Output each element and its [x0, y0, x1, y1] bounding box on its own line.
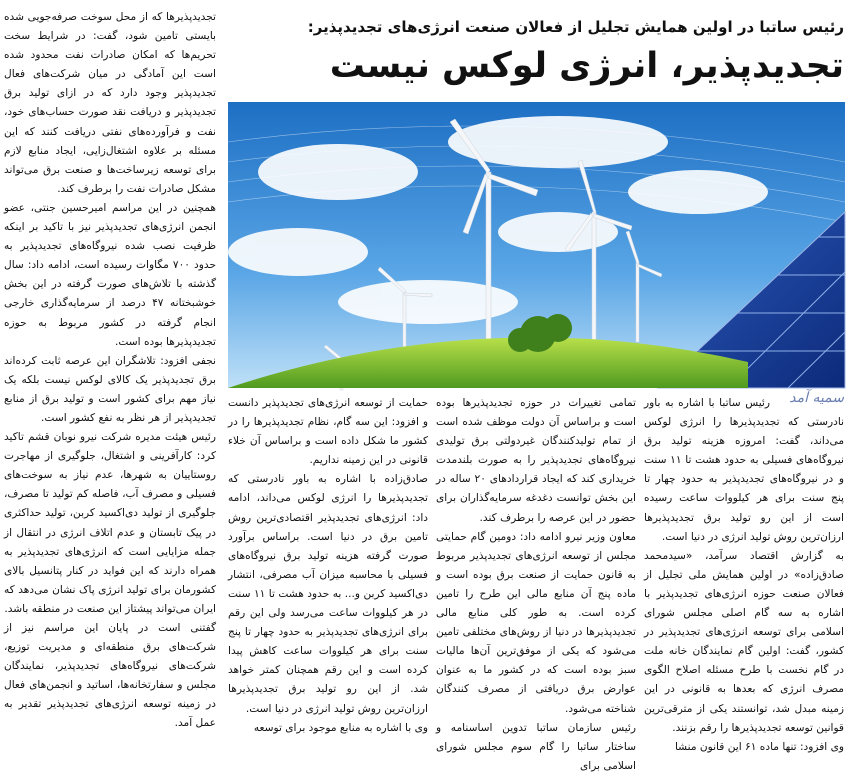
paragraph: وی افزود: تنها ماده ۶۱ این قانون منشا	[674, 740, 844, 753]
paragraph-text: رئیس ساتبا با اشاره به باور نادرستی که تجدیدپذیرها را انرژی لوکس می‌داند، گفت: امروزه هزینه تولید برق نیروگاه‌های فسیلی به حدود هشت تا ۱۱ سنت و در نیروگاه‌های تجدیدپذیر به حدود چهار تا پنج سنت برای هر کیلووات ساعت رسیده است از این رو تولید برق تجدیدپذیرها ارزان‌ترین روش تولید انرژی در دنیا است.	[644, 397, 844, 543]
paragraph: وی با اشاره به منابع موجود برای توسعه	[253, 721, 428, 734]
paragraph	[644, 394, 844, 547]
byline: سمیه آمد	[789, 390, 844, 406]
body-column-1	[644, 394, 844, 753]
paragraph: تمامی تغییرات در حوزه تجدیدپذیرها بوده است و براساس آن دولت موظف شده است از تمام تولیدکنندگان غیردولتی برق تولیدی نیروگاه‌های تجدیدپذیر را به صورت بلندمدت خریداری کند که ایجاد قراردادهای ۲۰ ساله در این بخش توانست دغدغه سرمایه‌گذاران برای حضور در این عرصه را برطرف کند.	[436, 397, 636, 524]
body-column-3	[228, 394, 428, 748]
paragraph: معاون وزیر نیرو ادامه داد: دومین گام حمایتی مجلس از توسعه انرژی‌های تجدیدپذیر مربوط به قانون حمایت از صنعت برق بوده است و ماده پنج آن منابع مالی این طرح را تامین کرده است. به طور کلی منابع مالی تجدیدپذیرها در دنیا از روش‌های مختلفی تامین می‌شود که یکی از موفق‌ترین آن‌ها مالیات سبز بوده است که در کشور ما به عنوان عوارض برق دریافتی از مصرف کنندگان شناخته می‌شود.	[436, 530, 636, 715]
paragraph: صادق‌زاده با اشاره به باور نادرستی که تجدیدپذیرها را انرژی لوکس می‌داند، ادامه داد: انرژی‌های تجدیدپذیر اقتصادی‌ترین روش تامین برق در دنیا است. براساس برآورد صورت گرفته هزینه تولید برق نیروگاه‌های فسیلی با محاسبه میزان آب مصرفی، انتشار دی‌اکسید کربن و... به حدود هشت تا ۱۱ سنت در هر کیلووات ساعت می‌رسد ولی این رقم برای انرژی‌های تجدیدپذیر به حدود چهار تا پنج سنت برای هر کیلووات ساعت کاهش پیدا کرده است و این رقم همچنان کمتر خواهد شد. از این رو تولید برق تجدیدپذیرها ارزان‌ترین روش تولید انرژی در دنیا است.	[228, 473, 428, 715]
paragraph: همچنین در این مراسم امیرحسین جنتی، عضو انجمن انرژی‌های تجدیدپذیر نیز با تاکید بر اینکه ظرفیت نصب شده نیروگاه‌های تجدیدپذیر به حدود ۷۰۰ مگاوات رسیده است، ادامه داد: سال گذشته با تلاش‌های صورت گرفته در این بخش خوشبختانه ۴۷ درصد از سرمایه‌گذاری خارجی انجام گرفته در کشور مربوط به حوزه تجدیدپذیرها بوده است.	[4, 201, 217, 348]
paragraph: رئیس سازمان ساتبا تدوین اساسنامه و ساختار ساتبا را گام سوم مجلس شورای اسلامی برای	[436, 721, 636, 772]
left-column	[4, 8, 216, 748]
paragraph: نجفی افزود: تلاشگران این عرصه ثابت کرده‌اند برق تجدیدپذیر یک کالای لوکس نیست بلکه یک نیاز مهم برای کشور است و تولید برق از منابع تجدیدپذیر از هر نظر به نفع کشور است.	[4, 354, 216, 424]
paragraph: رئیس هیئت مدیره شرکت نیرو نوبان قشم تاکید کرد: کارآفرینی و اشتغال، جلوگیری از مهاجرت روستاییان به شهرها، عدم نیاز به سوخت‌های فسیلی و مصرف آب، فاصله کم تولید تا مصرف، جلوگیری از تولید دی‌اکسید کربن، تولید حداکثری در پیک تابستان و عدم اتلاف انرژی در انتقال از جمله مزایایی است که انرژی‌های تجدیدپذیر به همراه دارند که این فواید در کنار پتانسیل بالای کشورمان برای تولید انرژی پاک نشان می‌دهد که ایران می‌تواند پیشتاز این صنعت در منطقه باشد.	[4, 431, 216, 615]
article-photo	[228, 102, 845, 388]
paragraph: به گزارش اقتصاد سرآمد، «سیدمحمد صادق‌زاده» در اولین همایش ملی تجلیل از فعالان صنعت حوزه انرژی‌های تجدیدپذیر با اشاره به سه گام اصلی مجلس شورای اسلامی برای توسعه انرژی‌های تجدیدپذیر در کشور، گفت: اولین گام نمایندگان خانه ملت در گام نخست با طرح مسئله اصلاح الگوی مصرف انرژی که بعدها به قانونی در این زمینه مبدل شد، توانستند یکی از مترقی‌ترین قوانین توسعه تجدیدپذیرها را رقم بزنند.	[644, 549, 844, 734]
paragraph: گفتنی است در پایان این مراسم نیز از شرکت‌های برق منطقه‌ای و مدیریت توزیع، شرکت‌های نیروگاه‌های تجدیدپذیر، نمایندگان مجلس و سفارتخانه‌ها، اساتید و انجمن‌های فعال در زمینه توسعه انرژی‌های تجدیدپذیر تقدیر به عمل آمد.	[4, 622, 216, 730]
article-kicker: رئیس ساتبا در اولین همایش تجلیل از فعالان صنعت انرژی‌های تجدیدپذیر:	[307, 18, 844, 36]
article-headline: تجدیدپذیر، انرژی لوکس نیست	[329, 46, 844, 86]
paragraph: حمایت از توسعه انرژی‌های تجدیدپذیر دانست و افزود: این سه گام، نظام تجدیدپذیرها را در کشور ما شکل داده است و براساس آن خلاء قانونی در این زمینه نداریم.	[228, 397, 428, 467]
body-column-2	[436, 394, 636, 772]
paragraph: تجدیدپذیرها که از محل سوخت صرفه‌جویی شده بایستی تامین شود، گفت: در شرایط سخت تحریم‌ها که امکان صادرات نفت محدود شده است این آمادگی در میان شرکت‌های فعال تجدیدپذیر وجود دارد که در ازای تولید برق تجدیدپذیر و دریافت نقد صورت حساب‌های خود، نفت و فرآورده‌های نفتی دریافت کنند که این مسئله بر علاوه اشتغال‌زایی، ایجاد منابع لازم برای توسعه زیرساخت‌ها و صنعت برق می‌تواند مشکل صادرات نفت را برطرف کند.	[4, 11, 216, 195]
